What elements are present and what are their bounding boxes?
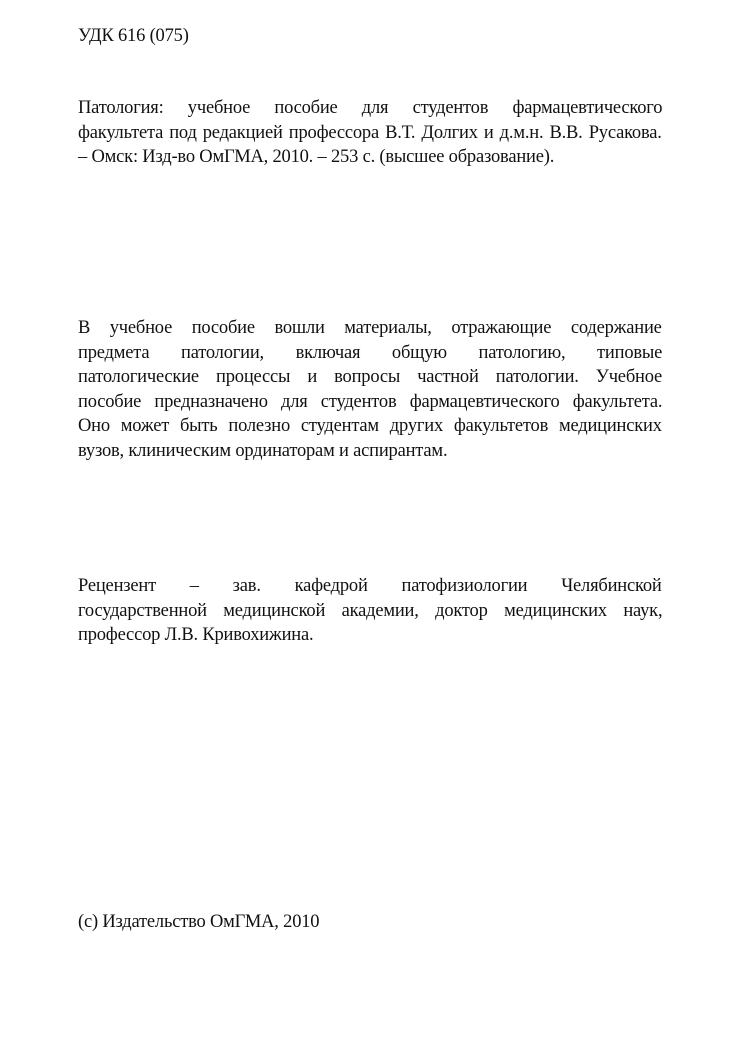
annotation-line: предмета патологии, включая общую патологию, типовые — [78, 342, 663, 363]
annotation-line: пособие предназначено для студентов фармацевтического факультета. — [78, 391, 663, 412]
reviewer-line: профессор Л.В. Кривохижина. — [78, 625, 314, 645]
copyright-notice — [78, 910, 662, 935]
udc-code — [78, 24, 662, 49]
annotation-line: В учебное пособие вошли материалы, отражающие содержание — [78, 318, 662, 338]
annotation-paragraph — [78, 316, 662, 463]
biblio-line: факультета под редакцией профессора В.Т. Долгих и д.м.н. В.В. Русакова. — [78, 122, 662, 143]
biblio-line: – Омск: Изд-во ОмГМА, 2010. – 253 с. (высшее образование). — [78, 147, 555, 167]
annotation-line: патологические процессы и вопросы частной патологии. Учебное — [78, 367, 663, 387]
reviewer-line: Рецензент – зав. кафедрой патофизиологии Челябинской — [78, 576, 662, 596]
annotation-line: вузов, клиническим ординаторам и аспирантам. — [78, 440, 448, 461]
reviewer-line: государственной медицинской академии, доктор медицинских наук, — [78, 600, 663, 621]
bibliographic-record — [78, 96, 662, 170]
reviewer-paragraph — [78, 574, 662, 648]
annotation-line: Оно может быть полезно студентам других факультетов медицинских — [78, 416, 662, 436]
udc-line: УДК 616 (075) — [78, 26, 189, 46]
biblio-line: Патология: учебное пособие для студентов фармацевтического — [78, 98, 663, 118]
copyright-line: (с) Издательство ОмГМА, 2010 — [78, 912, 320, 932]
